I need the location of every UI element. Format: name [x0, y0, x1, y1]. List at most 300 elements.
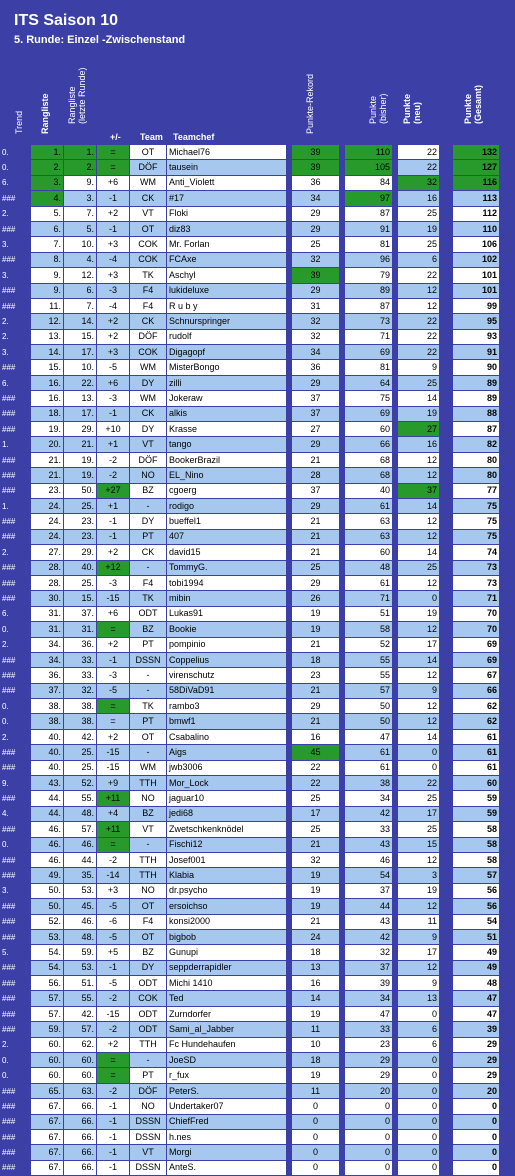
- cell-bisher: 43: [345, 914, 393, 929]
- cell-neu: 12: [398, 699, 440, 714]
- cell-last: 57.: [64, 822, 97, 837]
- cell-chef: bigbob: [167, 929, 287, 944]
- cell-neu: 9: [398, 976, 440, 991]
- cell-trend: 0.: [1, 699, 31, 714]
- cell-chef: r_fux: [167, 1068, 287, 1083]
- cell-chef: Aigs: [167, 745, 287, 760]
- cell-last: 37.: [64, 606, 97, 621]
- column-separator: [440, 637, 453, 652]
- cell-team: DSSN: [130, 652, 167, 667]
- cell-team: BZ: [130, 945, 167, 960]
- cell-neu: 0: [398, 1053, 440, 1068]
- column-separator: [440, 468, 453, 483]
- column-separator: [500, 976, 515, 991]
- cell-rank: 67.: [31, 1145, 64, 1160]
- column-separator: [500, 899, 515, 914]
- column-separator: [440, 1053, 453, 1068]
- cell-diff: -2: [97, 1022, 130, 1037]
- cell-last: 10.: [64, 237, 97, 252]
- cell-last: 66.: [64, 1099, 97, 1114]
- cell-team: VT: [130, 206, 167, 221]
- cell-trend: ###: [1, 1099, 31, 1114]
- cell-team: VT: [130, 1145, 167, 1160]
- column-separator: [440, 360, 453, 375]
- table-row: [1, 545, 515, 560]
- cell-trend: ###: [1, 1083, 31, 1098]
- column-separator: [440, 191, 453, 206]
- cell-last: 15.: [64, 591, 97, 606]
- cell-diff: -5: [97, 976, 130, 991]
- cell-team: DSSN: [130, 1130, 167, 1145]
- table-row: [1, 298, 515, 313]
- column-separator: [440, 329, 453, 344]
- cell-trend: ###: [1, 929, 31, 944]
- column-separator: [440, 668, 453, 683]
- column-separator: [440, 699, 453, 714]
- table-row: [1, 1006, 515, 1021]
- cell-trend: ###: [1, 191, 31, 206]
- cell-gesamt: 80: [453, 452, 500, 467]
- cell-chef: R u b y: [167, 298, 287, 313]
- cell-neu: 0: [398, 1114, 440, 1129]
- column-separator: [440, 345, 453, 360]
- cell-rekord: 0: [292, 1145, 340, 1160]
- cell-trend: ###: [1, 391, 31, 406]
- cell-rekord: 19: [292, 883, 340, 898]
- cell-trend: ###: [1, 976, 31, 991]
- column-separator: [440, 160, 453, 175]
- cell-rank: 21.: [31, 468, 64, 483]
- table-row: [1, 991, 515, 1006]
- cell-rank: 31.: [31, 622, 64, 637]
- cell-gesamt: 48: [453, 976, 500, 991]
- cell-chef: zilli: [167, 375, 287, 390]
- cell-bisher: 68: [345, 468, 393, 483]
- cell-team: DÖF: [130, 329, 167, 344]
- cell-bisher: 20: [345, 1083, 393, 1098]
- cell-neu: 25: [398, 560, 440, 575]
- column-separator: [440, 899, 453, 914]
- cell-last: 1.: [64, 145, 97, 160]
- column-separator: [440, 914, 453, 929]
- cell-diff: =: [97, 160, 130, 175]
- column-separator: [440, 883, 453, 898]
- column-separator: [500, 191, 515, 206]
- cell-team: DY: [130, 960, 167, 975]
- cell-diff: =: [97, 699, 130, 714]
- table-row: [1, 483, 515, 498]
- cell-rank: 4.: [31, 191, 64, 206]
- cell-last: 19.: [64, 452, 97, 467]
- cell-last: 25.: [64, 498, 97, 513]
- cell-trend: 6.: [1, 606, 31, 621]
- cell-diff: +12: [97, 560, 130, 575]
- table-row: [1, 437, 515, 452]
- header-gesamt-line1: Punkte: [463, 93, 473, 124]
- cell-last: 60.: [64, 1068, 97, 1083]
- table-row: [1, 191, 515, 206]
- cell-neu: 37: [398, 483, 440, 498]
- table-row: [1, 1068, 515, 1083]
- cell-gesamt: 0: [453, 1130, 500, 1145]
- cell-diff: -2: [97, 468, 130, 483]
- cell-chef: Lukas91: [167, 606, 287, 621]
- column-separator: [500, 545, 515, 560]
- cell-neu: 22: [398, 329, 440, 344]
- table-row: [1, 806, 515, 821]
- cell-rekord: 19: [292, 1006, 340, 1021]
- column-separator: [440, 1006, 453, 1021]
- cell-diff: -2: [97, 991, 130, 1006]
- cell-rank: 5.: [31, 206, 64, 221]
- cell-rank: 56.: [31, 976, 64, 991]
- column-separator: [500, 945, 515, 960]
- cell-neu: 11: [398, 914, 440, 929]
- cell-trend: 2.: [1, 206, 31, 221]
- column-separator: [440, 406, 453, 421]
- cell-neu: 22: [398, 776, 440, 791]
- cell-rekord: 27: [292, 422, 340, 437]
- cell-trend: ###: [1, 852, 31, 867]
- column-separator: [500, 914, 515, 929]
- column-separator: [500, 375, 515, 390]
- cell-diff: +3: [97, 268, 130, 283]
- cell-chef: Coppelius: [167, 652, 287, 667]
- column-separator: [440, 375, 453, 390]
- header-rekord: Punkte-Rekord: [305, 73, 315, 134]
- cell-team: NO: [130, 791, 167, 806]
- cell-trend: 2.: [1, 729, 31, 744]
- cell-diff: +5: [97, 945, 130, 960]
- cell-rekord: 21: [292, 514, 340, 529]
- cell-diff: +3: [97, 345, 130, 360]
- cell-last: 9.: [64, 175, 97, 190]
- cell-gesamt: 49: [453, 945, 500, 960]
- column-separator: [440, 314, 453, 329]
- cell-gesamt: 58: [453, 822, 500, 837]
- cell-trend: ###: [1, 960, 31, 975]
- cell-last: 50.: [64, 483, 97, 498]
- column-separator: [500, 483, 515, 498]
- cell-neu: 22: [398, 345, 440, 360]
- column-separator: [500, 360, 515, 375]
- cell-chef: mibin: [167, 591, 287, 606]
- table-row: [1, 914, 515, 929]
- cell-neu: 0: [398, 591, 440, 606]
- column-separator: [500, 206, 515, 221]
- header-trend: Trend: [14, 110, 24, 134]
- cell-chef: EL_Nino: [167, 468, 287, 483]
- table-row: [1, 314, 515, 329]
- cell-last: 22.: [64, 375, 97, 390]
- cell-bisher: 39: [345, 976, 393, 991]
- cell-bisher: 60: [345, 545, 393, 560]
- cell-gesamt: 95: [453, 314, 500, 329]
- table-row: [1, 837, 515, 852]
- cell-trend: ###: [1, 822, 31, 837]
- column-separator: [440, 483, 453, 498]
- cell-neu: 12: [398, 852, 440, 867]
- cell-team: WM: [130, 175, 167, 190]
- cell-rank: 53.: [31, 929, 64, 944]
- column-separator: [500, 575, 515, 590]
- cell-chef: diz83: [167, 221, 287, 236]
- cell-team: -: [130, 745, 167, 760]
- standings-body: [1, 145, 515, 1176]
- cell-diff: -3: [97, 575, 130, 590]
- cell-rank: 12.: [31, 314, 64, 329]
- column-separator: [500, 1022, 515, 1037]
- cell-chef: BookerBrazil: [167, 452, 287, 467]
- table-row: [1, 145, 515, 160]
- cell-chef: tobi1994: [167, 575, 287, 590]
- cell-bisher: 69: [345, 406, 393, 421]
- table-row: [1, 575, 515, 590]
- cell-diff: -14: [97, 868, 130, 883]
- cell-bisher: 75: [345, 391, 393, 406]
- cell-rank: 21.: [31, 452, 64, 467]
- cell-diff: +11: [97, 822, 130, 837]
- cell-rekord: 0: [292, 1114, 340, 1129]
- column-separator: [440, 852, 453, 867]
- cell-neu: 25: [398, 237, 440, 252]
- cell-rank: 9.: [31, 283, 64, 298]
- cell-bisher: 46: [345, 852, 393, 867]
- cell-rekord: 31: [292, 298, 340, 313]
- cell-neu: 12: [398, 452, 440, 467]
- cell-gesamt: 59: [453, 791, 500, 806]
- cell-rekord: 25: [292, 237, 340, 252]
- cell-diff: =: [97, 714, 130, 729]
- table-row: [1, 529, 515, 544]
- column-separator: [500, 960, 515, 975]
- cell-diff: +1: [97, 437, 130, 452]
- cell-rank: 23.: [31, 483, 64, 498]
- cell-last: 48.: [64, 929, 97, 944]
- cell-rank: 20.: [31, 437, 64, 452]
- cell-rank: 34.: [31, 652, 64, 667]
- column-separator: [440, 391, 453, 406]
- cell-diff: =: [97, 622, 130, 637]
- cell-team: NO: [130, 468, 167, 483]
- table-row: [1, 852, 515, 867]
- cell-team: DY: [130, 375, 167, 390]
- cell-chef: Zwetschkenknödel: [167, 822, 287, 837]
- cell-team: COK: [130, 991, 167, 1006]
- column-separator: [500, 699, 515, 714]
- cell-rekord: 29: [292, 283, 340, 298]
- cell-rekord: 11: [292, 1083, 340, 1098]
- column-separator: [440, 683, 453, 698]
- cell-chef: dr.psycho: [167, 883, 287, 898]
- column-separator: [440, 806, 453, 821]
- cell-diff: -4: [97, 298, 130, 313]
- cell-diff: -15: [97, 760, 130, 775]
- cell-bisher: 33: [345, 1022, 393, 1037]
- column-separator: [500, 1114, 515, 1129]
- cell-rekord: 29: [292, 498, 340, 513]
- cell-last: 53.: [64, 960, 97, 975]
- column-separator: [500, 1006, 515, 1021]
- column-separator: [440, 1130, 453, 1145]
- cell-bisher: 58: [345, 622, 393, 637]
- cell-trend: 0.: [1, 1068, 31, 1083]
- cell-rank: 36.: [31, 668, 64, 683]
- cell-diff: -1: [97, 191, 130, 206]
- cell-rank: 24.: [31, 514, 64, 529]
- page-title: ITS Saison 10: [14, 12, 119, 29]
- cell-rank: 14.: [31, 345, 64, 360]
- cell-rekord: 32: [292, 314, 340, 329]
- header-rangliste-letzte-line1: Rangliste: [67, 86, 77, 124]
- cell-rekord: 19: [292, 868, 340, 883]
- cell-chef: ChiefFred: [167, 1114, 287, 1129]
- cell-diff: -1: [97, 529, 130, 544]
- cell-neu: 14: [398, 545, 440, 560]
- cell-chef: Csabalino: [167, 729, 287, 744]
- cell-neu: 12: [398, 622, 440, 637]
- table-row: [1, 683, 515, 698]
- cell-bisher: 91: [345, 221, 393, 236]
- cell-rekord: 21: [292, 529, 340, 544]
- cell-gesamt: 99: [453, 298, 500, 313]
- cell-last: 17.: [64, 345, 97, 360]
- column-separator: [500, 729, 515, 744]
- cell-diff: -3: [97, 668, 130, 683]
- cell-trend: 2.: [1, 1037, 31, 1052]
- cell-bisher: 66: [345, 437, 393, 452]
- cell-bisher: 0: [345, 1114, 393, 1129]
- cell-last: 3.: [64, 191, 97, 206]
- column-separator: [440, 776, 453, 791]
- cell-team: TK: [130, 591, 167, 606]
- cell-neu: 19: [398, 406, 440, 421]
- cell-rekord: 25: [292, 822, 340, 837]
- header-bisher-line2: (bisher): [378, 93, 388, 124]
- cell-neu: 12: [398, 575, 440, 590]
- cell-chef: david15: [167, 545, 287, 560]
- column-separator: [440, 1068, 453, 1083]
- cell-chef: Digagopf: [167, 345, 287, 360]
- cell-last: 17.: [64, 406, 97, 421]
- cell-diff: +3: [97, 237, 130, 252]
- cell-trend: 3.: [1, 345, 31, 360]
- column-separator: [440, 283, 453, 298]
- cell-team: BZ: [130, 622, 167, 637]
- cell-bisher: 97: [345, 191, 393, 206]
- table-row: [1, 976, 515, 991]
- cell-last: 40.: [64, 560, 97, 575]
- cell-diff: -5: [97, 683, 130, 698]
- cell-bisher: 23: [345, 1037, 393, 1052]
- cell-last: 32.: [64, 683, 97, 698]
- cell-rekord: 19: [292, 899, 340, 914]
- column-separator: [440, 175, 453, 190]
- cell-gesamt: 62: [453, 699, 500, 714]
- table-row: [1, 822, 515, 837]
- cell-bisher: 81: [345, 237, 393, 252]
- cell-team: -: [130, 560, 167, 575]
- cell-bisher: 87: [345, 206, 393, 221]
- cell-trend: ###: [1, 591, 31, 606]
- cell-last: 57.: [64, 1022, 97, 1037]
- cell-diff: =: [97, 837, 130, 852]
- cell-chef: PeterS.: [167, 1083, 287, 1098]
- cell-last: 25.: [64, 760, 97, 775]
- cell-trend: ###: [1, 452, 31, 467]
- cell-bisher: 38: [345, 776, 393, 791]
- cell-last: 55.: [64, 791, 97, 806]
- cell-neu: 0: [398, 1145, 440, 1160]
- cell-neu: 6: [398, 1022, 440, 1037]
- cell-diff: -1: [97, 1099, 130, 1114]
- cell-diff: -1: [97, 960, 130, 975]
- table-row: [1, 406, 515, 421]
- cell-last: 42.: [64, 1006, 97, 1021]
- cell-rekord: 34: [292, 191, 340, 206]
- cell-rank: 18.: [31, 406, 64, 421]
- cell-gesamt: 29: [453, 1053, 500, 1068]
- cell-rank: 40.: [31, 729, 64, 744]
- cell-gesamt: 70: [453, 622, 500, 637]
- cell-team: OT: [130, 145, 167, 160]
- cell-chef: Gunupi: [167, 945, 287, 960]
- table-row: [1, 1160, 515, 1175]
- cell-last: 63.: [64, 1083, 97, 1098]
- cell-chef: Morgi: [167, 1145, 287, 1160]
- cell-gesamt: 89: [453, 391, 500, 406]
- cell-last: 59.: [64, 945, 97, 960]
- table-row: [1, 1022, 515, 1037]
- column-separator: [440, 252, 453, 267]
- cell-diff: -1: [97, 1130, 130, 1145]
- column-separator: [440, 575, 453, 590]
- cell-neu: 16: [398, 191, 440, 206]
- cell-neu: 12: [398, 668, 440, 683]
- cell-team: TTH: [130, 776, 167, 791]
- table-row: [1, 360, 515, 375]
- cell-neu: 14: [398, 729, 440, 744]
- table-row: [1, 422, 515, 437]
- cell-team: F4: [130, 298, 167, 313]
- table-row: [1, 1053, 515, 1068]
- cell-bisher: 87: [345, 298, 393, 313]
- column-separator: [440, 606, 453, 621]
- column-separator: [500, 160, 515, 175]
- cell-rekord: 36: [292, 175, 340, 190]
- cell-chef: jaguar10: [167, 791, 287, 806]
- cell-neu: 22: [398, 268, 440, 283]
- cell-trend: ###: [1, 560, 31, 575]
- cell-rekord: 21: [292, 837, 340, 852]
- column-separator: [500, 637, 515, 652]
- cell-team: COK: [130, 345, 167, 360]
- cell-rank: 60.: [31, 1053, 64, 1068]
- cell-diff: +1: [97, 498, 130, 513]
- column-separator: [440, 545, 453, 560]
- cell-neu: 22: [398, 160, 440, 175]
- cell-team: DSSN: [130, 1114, 167, 1129]
- cell-gesamt: 101: [453, 268, 500, 283]
- cell-bisher: 42: [345, 806, 393, 821]
- cell-trend: ###: [1, 1114, 31, 1129]
- cell-last: 52.: [64, 776, 97, 791]
- cell-rank: 34.: [31, 637, 64, 652]
- cell-diff: -2: [97, 452, 130, 467]
- cell-diff: -3: [97, 391, 130, 406]
- cell-rekord: 19: [292, 1068, 340, 1083]
- cell-last: 14.: [64, 314, 97, 329]
